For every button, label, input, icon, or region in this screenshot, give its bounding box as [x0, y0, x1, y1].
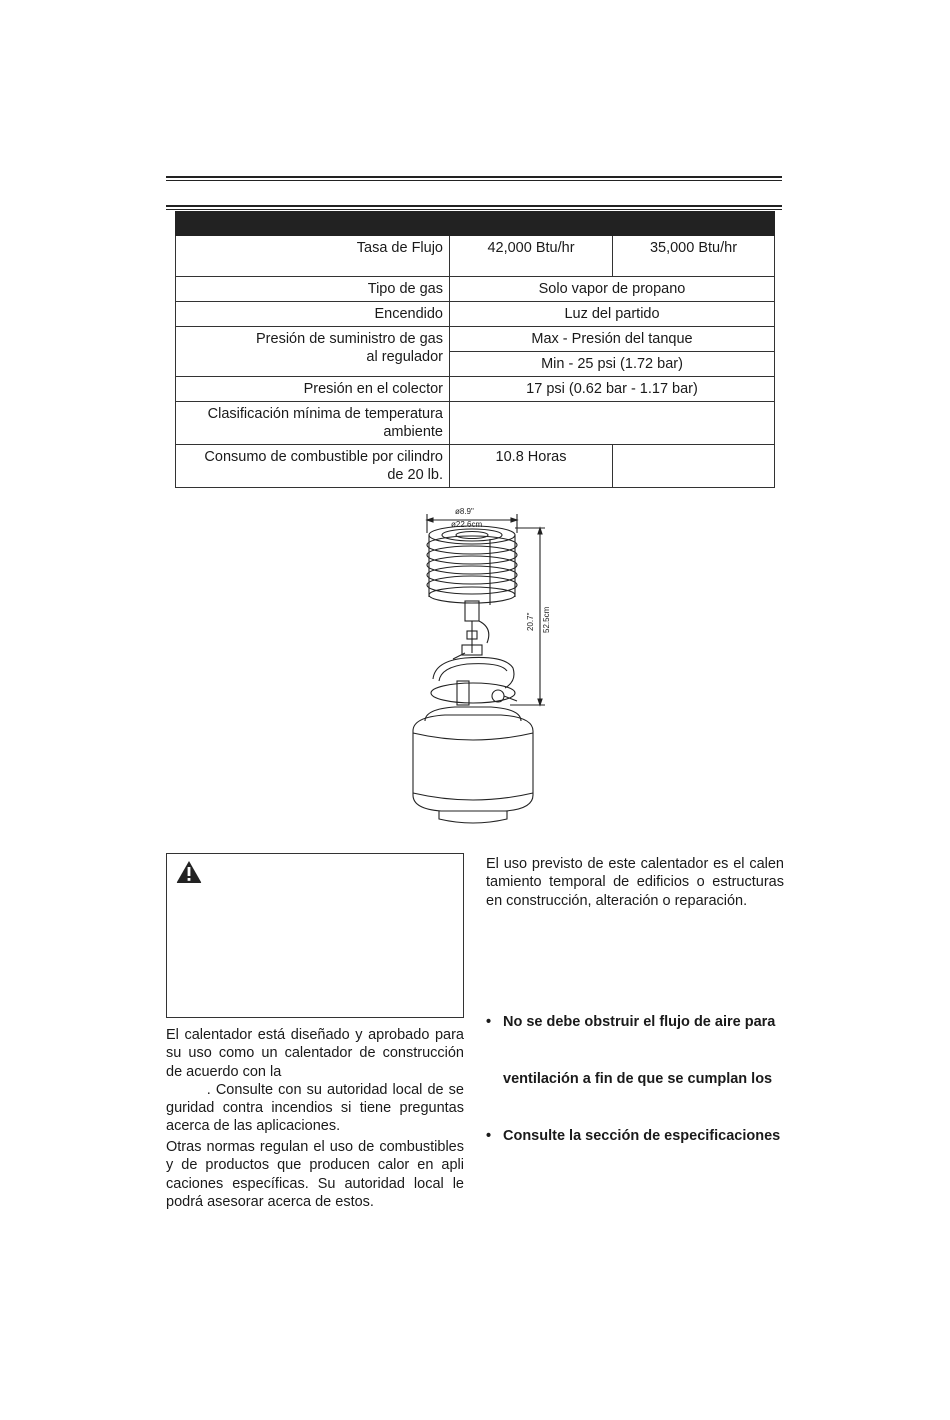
- table-row: [176, 402, 775, 445]
- manifold-pressure-value: 17 psi (0.62 bar - 1.17 bar): [450, 377, 775, 402]
- paragraph-line: en construcción, alteración o reparación.: [486, 892, 748, 909]
- paragraph-line: su uso como un calentador de construcción: [166, 1045, 464, 1062]
- header-rule-top: [166, 176, 782, 178]
- header-rule-bottom-thin: [166, 209, 782, 210]
- table-row: [176, 236, 775, 277]
- heater-dimension-diagram: [395, 503, 565, 828]
- consumption-label-line2: de 20 lb.: [387, 467, 443, 483]
- table-row: [176, 327, 775, 352]
- table-header-bar: [176, 212, 775, 236]
- approval-paragraph: [166, 1026, 464, 1136]
- supply-pressure-label-line1: Presión de suministro de gas: [256, 331, 443, 347]
- consumption-value-1: 10.8 Horas: [450, 445, 613, 488]
- header-rule-bottom: [166, 205, 782, 207]
- tank-collar: [431, 657, 517, 705]
- bullet-item-specifications: [486, 1128, 780, 1144]
- paragraph-line: caciones específicas. Su autoridad local le: [166, 1175, 464, 1192]
- paragraph-line: podrá asesorar acerca de estos.: [166, 1193, 374, 1210]
- paragraph-line: tamiento temporal de edificios o estructuras: [486, 874, 784, 891]
- ignition-label: Encendido: [176, 302, 450, 327]
- header-rule-top-thin: [166, 180, 782, 181]
- paragraph-line: de acuerdo con la: [166, 1063, 282, 1080]
- supply-pressure-min: Min - 25 psi (1.72 bar): [450, 352, 775, 377]
- bullet-dot: •: [486, 1014, 492, 1030]
- min-temp-value: [450, 402, 775, 445]
- paragraph-line: El calentador está diseñado y aprobado para: [166, 1027, 464, 1043]
- paragraph-line: El uso previsto de este calentador es el calen: [486, 856, 784, 872]
- height-label-cm: 52.5cm: [542, 606, 551, 633]
- bullet-continuation: ventilación a fin de que se cumplan los: [503, 1071, 773, 1087]
- table-row: [176, 377, 775, 402]
- consumption-label: [176, 445, 450, 488]
- min-temp-label-line2: ambiente: [383, 424, 443, 440]
- consumption-label-line1: Consumo de combustible por cilindro: [204, 449, 443, 465]
- paragraph-line: acerca de las aplicaciones.: [166, 1118, 341, 1135]
- flow-value-2: 35,000 Btu/hr: [613, 236, 775, 277]
- supply-pressure-max: Max - Presión del tanque: [450, 327, 775, 352]
- paragraph-line: Otras normas regulan el uso de combustibles: [166, 1139, 464, 1155]
- diameter-label-in: ø8.9": [455, 507, 474, 516]
- ignition-value: Luz del partido: [450, 302, 775, 327]
- regulations-paragraph: [166, 1138, 464, 1211]
- bullet-text: No se debe obstruir el flujo de aire para: [503, 1014, 776, 1030]
- diameter-label-cm: ø22.6cm: [451, 520, 483, 529]
- flow-label: Tasa de Flujo: [176, 236, 450, 277]
- bullet-item-airflow: [486, 1014, 775, 1030]
- manifold-pressure-label: Presión en el colector: [176, 377, 450, 402]
- flow-value-1: 42,000 Btu/hr: [450, 236, 613, 277]
- paragraph-line: guridad contra incendios si tiene preguntas: [166, 1100, 464, 1117]
- valve-stem: [453, 601, 489, 659]
- table-row: [176, 302, 775, 327]
- supply-pressure-label-line2: al regulador: [366, 349, 443, 365]
- consumption-value-2: [613, 445, 775, 488]
- intended-use-paragraph: [486, 855, 784, 910]
- paragraph-line: y de productos que producen calor en apli: [166, 1157, 464, 1174]
- table-row: [176, 277, 775, 302]
- warning-triangle-icon: [176, 860, 202, 884]
- bullet-text: Consulte la sección de especificaciones: [503, 1128, 781, 1144]
- table-row: [176, 445, 775, 488]
- gas-type-value: Solo vapor de propano: [450, 277, 775, 302]
- min-temp-label: [176, 402, 450, 445]
- paragraph-line: . Consulte con su autoridad local de se: [166, 1081, 464, 1098]
- propane-tank: [413, 707, 533, 823]
- gas-type-label: Tipo de gas: [176, 277, 450, 302]
- height-label-in: 20.7": [526, 612, 535, 631]
- specifications-table: [175, 211, 775, 488]
- bullet-dot: •: [486, 1128, 492, 1144]
- heater-head: [427, 526, 517, 605]
- supply-pressure-label: [176, 327, 450, 377]
- warning-box: [166, 853, 464, 1018]
- min-temp-label-line1: Clasificación mínima de temperatura: [207, 406, 443, 422]
